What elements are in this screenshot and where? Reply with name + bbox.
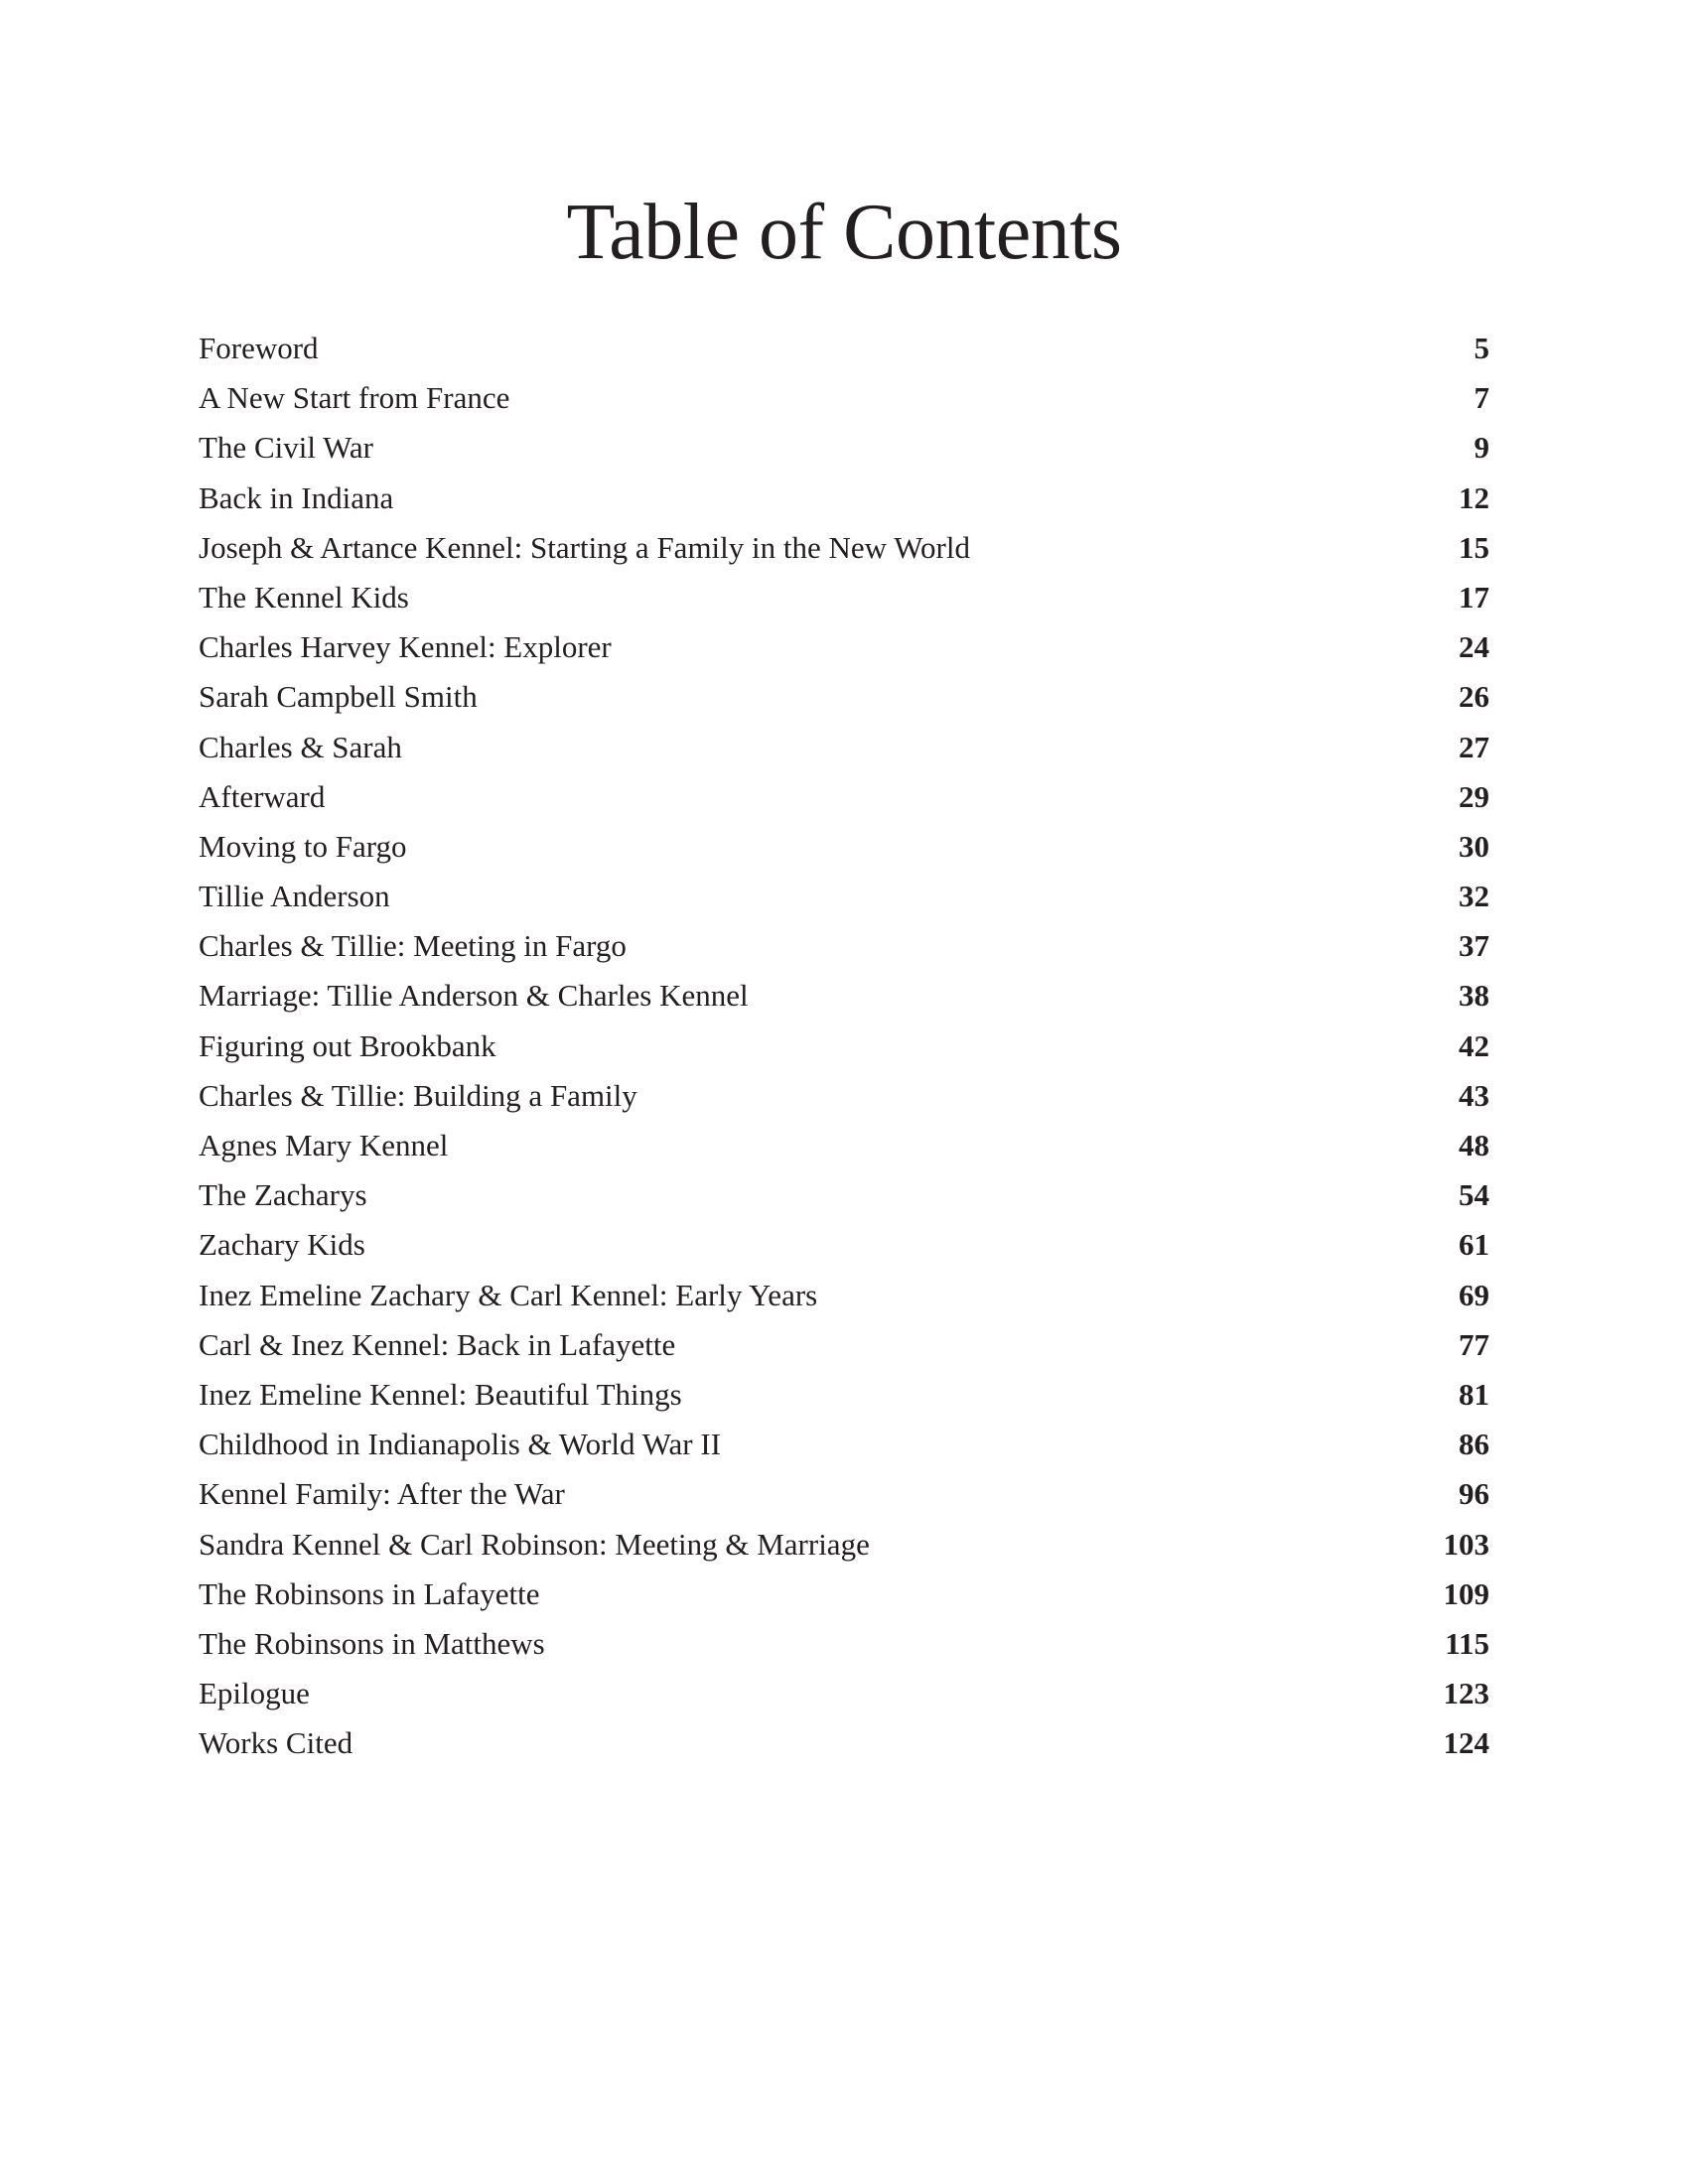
toc-entry-title: The Robinsons in Lafayette xyxy=(199,1575,540,1611)
toc-entry-title: Back in Indiana xyxy=(199,479,394,515)
toc-entry xyxy=(199,1469,1489,1519)
toc-entry-title: Charles & Tillie: Building a Family xyxy=(199,1077,637,1113)
toc-entry-title: Charles & Sarah xyxy=(199,729,402,764)
toc-entry xyxy=(199,1669,1489,1718)
toc-entry xyxy=(199,921,1489,971)
toc-entry xyxy=(199,1619,1489,1669)
toc-entry xyxy=(199,423,1489,473)
toc-entry-page-number: 54 xyxy=(1459,1177,1489,1213)
toc-entry xyxy=(199,1570,1489,1619)
toc-entry-page-number: 29 xyxy=(1459,778,1489,814)
toc-entry-page-number: 48 xyxy=(1459,1128,1489,1162)
toc-entry xyxy=(199,474,1489,523)
toc-entry-title: Marriage: Tillie Anderson & Charles Kennel xyxy=(199,978,749,1014)
toc-list xyxy=(199,324,1489,1768)
toc-entry-page-number: 109 xyxy=(1443,1575,1489,1611)
toc-entry-title: Sarah Campbell Smith xyxy=(199,679,478,715)
toc-entry xyxy=(199,1520,1489,1570)
toc-entry-title: Charles & Tillie: Meeting in Fargo xyxy=(199,928,627,964)
toc-entry-title: A New Start from France xyxy=(199,380,510,416)
toc-entry-title: Carl & Inez Kennel: Back in Lafayette xyxy=(199,1326,676,1362)
toc-entry-title: Kennel Family: After the War xyxy=(199,1476,565,1512)
toc-entry-page-number: 5 xyxy=(1474,331,1489,365)
page-title: Table of Contents xyxy=(566,189,1122,276)
toc-entry xyxy=(199,971,1489,1021)
toc-entry-title: The Kennel Kids xyxy=(199,579,409,614)
toc-entry xyxy=(199,723,1489,772)
toc-entry xyxy=(199,1121,1489,1170)
toc-entry-page-number: 27 xyxy=(1459,729,1489,764)
toc-entry xyxy=(199,772,1489,822)
toc-entry-page-number: 81 xyxy=(1459,1376,1489,1412)
toc-entry-page-number: 15 xyxy=(1459,529,1489,565)
toc-entry-page-number: 26 xyxy=(1459,679,1489,715)
toc-entry-page-number: 69 xyxy=(1459,1277,1489,1312)
toc-entry-page-number: 17 xyxy=(1459,579,1489,614)
toc-entry-title: Sandra Kennel & Carl Robinson: Meeting & Marriage xyxy=(199,1526,870,1562)
toc-entry xyxy=(199,622,1489,672)
toc-entry-page-number: 43 xyxy=(1459,1077,1489,1113)
toc-entry-page-number: 38 xyxy=(1459,978,1489,1014)
toc-entry-page-number: 24 xyxy=(1459,629,1489,665)
toc-entry xyxy=(199,1071,1489,1121)
toc-entry-page-number: 61 xyxy=(1459,1227,1489,1263)
toc-entry-title: Works Cited xyxy=(199,1725,353,1761)
toc-entry-page-number: 30 xyxy=(1459,828,1489,864)
toc-entry-title: Moving to Fargo xyxy=(199,828,407,864)
toc-entry-title: Afterward xyxy=(199,778,326,814)
toc-entry-title: Epilogue xyxy=(199,1676,310,1711)
toc-entry-title: The Robinsons in Matthews xyxy=(199,1625,545,1661)
toc-entry-title: Inez Emeline Kennel: Beautiful Things xyxy=(199,1376,682,1412)
toc-entry-page-number: 96 xyxy=(1459,1476,1489,1512)
toc-entry xyxy=(199,672,1489,722)
toc-entry-page-number: 42 xyxy=(1459,1027,1489,1063)
toc-entry-title: Figuring out Brookbank xyxy=(199,1027,496,1063)
toc-entry xyxy=(199,1170,1489,1220)
toc-entry xyxy=(199,373,1489,423)
toc-entry-page-number: 103 xyxy=(1443,1526,1489,1562)
toc-entry xyxy=(199,1370,1489,1420)
toc-entry xyxy=(199,872,1489,921)
toc-entry-title: Childhood in Indianapolis & World War II xyxy=(199,1427,721,1462)
toc-entry-title: Joseph & Artance Kennel: Starting a Family in the New World xyxy=(199,529,970,565)
toc-entry xyxy=(199,523,1489,573)
toc-entry-title: Tillie Anderson xyxy=(199,879,390,914)
toc-entry xyxy=(199,573,1489,622)
toc-entry xyxy=(199,324,1489,373)
toc-entry-page-number: 12 xyxy=(1459,479,1489,515)
toc-entry-title: Agnes Mary Kennel xyxy=(199,1128,449,1162)
toc-entry-page-number: 123 xyxy=(1443,1676,1489,1711)
toc-entry xyxy=(199,822,1489,872)
toc-entry-title: Charles Harvey Kennel: Explorer xyxy=(199,629,612,665)
toc-entry xyxy=(199,1220,1489,1270)
toc-entry-page-number: 32 xyxy=(1459,879,1489,914)
toc-entry-title: The Civil War xyxy=(199,430,374,466)
toc-entry xyxy=(199,1271,1489,1320)
toc-entry xyxy=(199,1420,1489,1469)
toc-entry-page-number: 77 xyxy=(1459,1326,1489,1362)
toc-entry-title: Zachary Kids xyxy=(199,1227,365,1263)
toc-entry-page-number: 9 xyxy=(1474,430,1489,466)
toc-entry-page-number: 86 xyxy=(1459,1427,1489,1462)
toc-entry-page-number: 7 xyxy=(1474,380,1489,416)
toc-entry-title: Inez Emeline Zachary & Carl Kennel: Early Years xyxy=(199,1277,818,1312)
toc-entry xyxy=(199,1718,1489,1768)
toc-entry xyxy=(199,1320,1489,1370)
toc-entry xyxy=(199,1022,1489,1071)
toc-entry-title: The Zacharys xyxy=(199,1177,367,1213)
toc-entry-title: Foreword xyxy=(199,331,319,365)
toc-entry-page-number: 115 xyxy=(1445,1625,1489,1661)
toc-entry-page-number: 124 xyxy=(1443,1725,1489,1761)
toc-entry-page-number: 37 xyxy=(1459,928,1489,964)
